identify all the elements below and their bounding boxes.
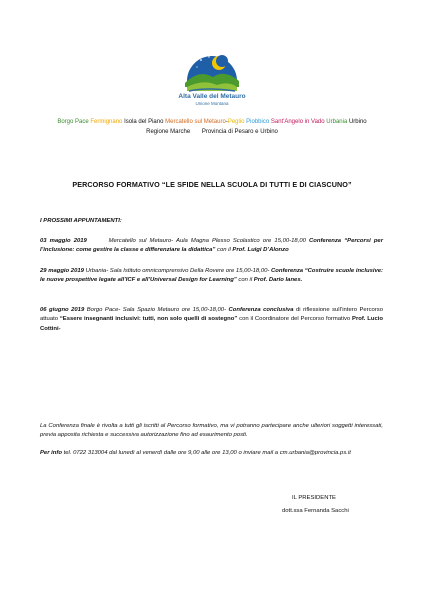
appointment-speaker: Prof. Lucio Cottini- — [40, 316, 383, 332]
org-name: Alta Valle del Metauro — [178, 93, 246, 100]
appointment-speaker-intro: con il Coordinatore del Percorso formativo — [239, 316, 351, 323]
appointment-date: 06 giugno 2019 — [40, 307, 85, 313]
alta-valle-logo-icon — [183, 47, 241, 97]
final-note: La Conferenza finale è rivolta a tutti gli iscritti al Percorso formativo, ma vi potranno partecipare anche ulteriori soggetti interessati, previa apposita richiesta e successiva autorizzazione fino ad esaurimento posti. — [40, 423, 383, 439]
appointment-1 — [40, 237, 383, 256]
appointment-mid: di riflessione sull’intero Percorso attuato — [40, 307, 384, 323]
appointment-speaker-intro: con il — [217, 247, 231, 254]
appointment-kind: Conferenza — [309, 238, 342, 244]
town-isola-del-piano: Isola del Piano — [124, 119, 164, 125]
section-label: I PROSSIMI APPUNTAMENTI: — [40, 218, 122, 224]
town-fermignano: Fermignano — [90, 119, 123, 125]
appointment-2 — [40, 267, 383, 286]
appointment-date: 29 maggio 2019 — [40, 268, 84, 274]
appointment-place: Urbania- Sala Istituto omnicomprensivo Della Rovere ore 15,00-18,00- — [85, 268, 270, 274]
appointment-topic: “Essere insegnanti inclusivi: tutti, non solo quelli di sostegno” — [59, 316, 238, 323]
signature-role: IL PRESIDENTE — [292, 495, 336, 501]
info-paragraph — [40, 449, 383, 458]
region-name: Regione Marche — [146, 129, 191, 135]
info-label: Per info — [40, 450, 62, 456]
town-borgo-pace: Borgo Pace — [57, 119, 89, 125]
appointment-date: 03 maggio 2019 — [40, 238, 87, 244]
town-urbino: Urbino — [348, 119, 367, 125]
appointment-speaker: Prof. Luigi D’Alonzo — [232, 247, 289, 254]
appointment-speaker: Prof. Dario Ianes. — [253, 277, 303, 284]
town-mercatello: Mercatello sul Metauro — [165, 119, 226, 125]
appointment-topic: “Percorsi per l’inclusione: come gestire la classe e differenziare la didattica” — [40, 238, 384, 254]
towns-line: Borgo Pace Fermignano Isola del Piano Mercatello sul Metauro-Peglio Piobbico Sant'Angelo in Vado Urbania Urbino Regione Marche Provincia di Pesaro e Urbino — [57, 119, 367, 135]
town-urbania: Urbania — [326, 119, 348, 125]
appointment-place: Borgo Pace- Sala Spazio Metauro ore 15,00-18,00- — [86, 307, 227, 313]
province-name: Provincia di Pesaro e Urbino — [201, 129, 278, 135]
town-piobbico: Piobbico — [246, 119, 270, 125]
appointment-kind: Conferenza — [271, 268, 304, 274]
appointment-3 — [40, 306, 383, 334]
appointment-kind: Conferenza conclusiva — [228, 307, 294, 313]
org-subtitle: Unione Montana — [195, 101, 229, 106]
town-peglio: Peglio — [227, 119, 245, 125]
signature-name: dott.ssa Fernanda Sacchi — [282, 508, 349, 514]
appointment-topic: “Costruire scuole inclusive: le nuove prospettive legate all’ICF e all’Universal Design for Learning” — [40, 268, 383, 284]
appointment-place: Mercatello sul Metauro- Aula Magna Plesso Scolastico ore 15,00-18,00 — [108, 238, 306, 244]
appointment-speaker-intro: con il — [238, 277, 253, 284]
document-title: PERCORSO FORMATIVO “LE SFIDE NELLA SCUOLA DI TUTTI E DI CIASCUNO” — [72, 180, 352, 189]
info-text: tel. 0722 313004 dal lunedì al venerdì dalle ore 9,00 alle ore 13,00 o inviare mail a cm.urbania@provincia.ps.it — [63, 450, 351, 456]
town-sant-angelo: Sant'Angelo in Vado — [270, 119, 325, 125]
